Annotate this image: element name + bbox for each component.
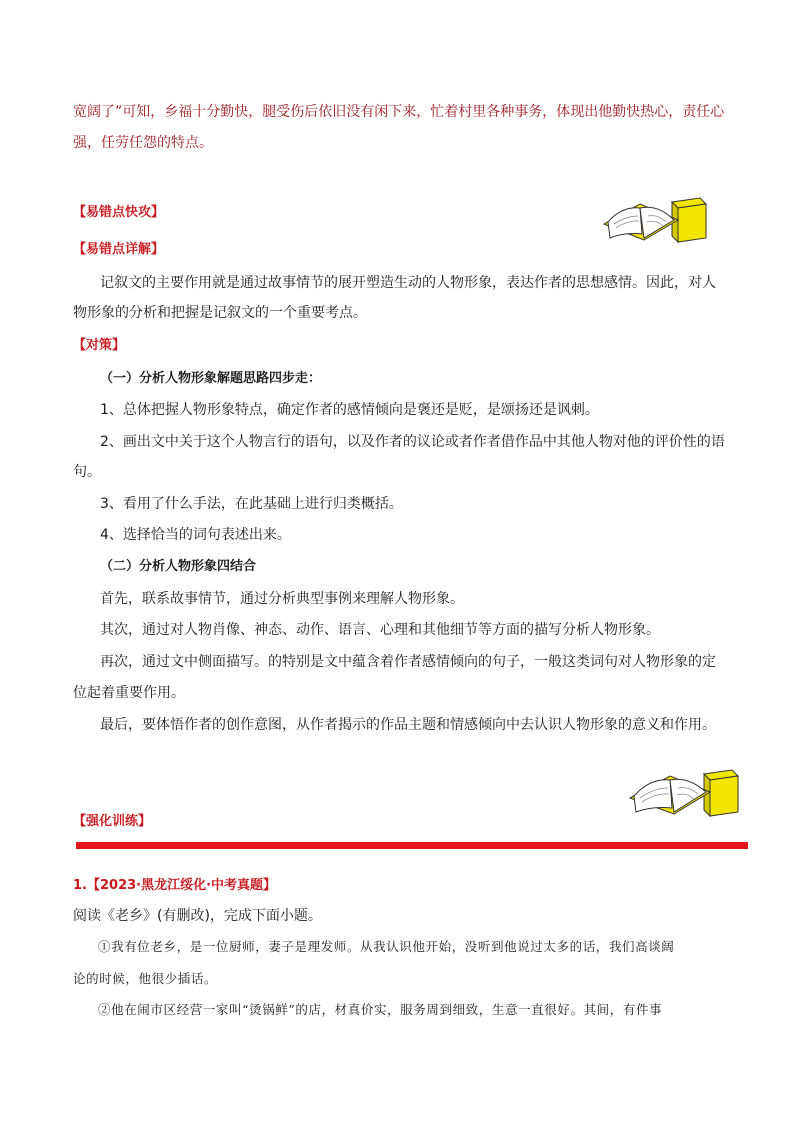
book-icon <box>626 768 744 820</box>
combine-line-1: 首先，联系故事情节，通过分析典型事例来理解人物形象。 <box>100 591 464 607</box>
combine-line-3b: 位起着重要作用。 <box>73 685 185 701</box>
passage-line-2: 论的时候，他很少插话。 <box>73 971 218 986</box>
strategy-heading-1: （一）分析人物形象解题思路四步走： <box>100 371 322 386</box>
passage-line-3: ②他在闹市区经营一家叫“烫锅鲜”的店，材真价实，服务周到细致，生意一直很好。其间，有件事 <box>98 1002 663 1017</box>
combine-line-4: 最后，要体悟作者的创作意图，从作者揭示的作品主题和情感倾向中去认识人物形象的意义和作用。 <box>100 717 716 733</box>
detail-para-line-2: 物形象的分析和把握是记叙文的一个重要考点。 <box>73 305 367 321</box>
strategy-step-2b: 句。 <box>73 464 101 480</box>
question-prompt: 阅读《老乡》(有删改)，完成下面小题。 <box>73 908 322 924</box>
combine-line-3a: 再次，通过文中侧面描写。的特别是文中蕴含着作者感情倾向的句子，一般这类词句对人物形象的定 <box>100 654 716 670</box>
combine-line-2: 其次，通过对人物肖像、神态、动作、语言、心理和其他细节等方面的描写分析人物形象。 <box>100 622 660 638</box>
strategy-step-4: 4、选择恰当的词句表述出来。 <box>100 527 291 543</box>
strategy-step-2a: 2、画出文中关于这个人物言行的语句，以及作者的议论或者作者借作品中其他人物对他的评价性的语 <box>100 434 725 450</box>
section-label-detail: 【易错点详解】 <box>73 242 165 257</box>
strategy-step-3: 3、看用了什么手法，在此基础上进行归类概括。 <box>100 496 403 512</box>
detail-para-line-1: 记叙文的主要作用就是通过故事情节的展开塑造生动的人物形象，表达作者的思想感情。因此，对人 <box>100 275 716 291</box>
question-header <box>73 875 276 896</box>
section-label-strategy: 【对策】 <box>73 338 126 353</box>
section-label-quick: 【易错点快攻】 <box>73 205 165 220</box>
question-number: 1. <box>73 878 87 893</box>
section-divider <box>76 842 748 849</box>
section-label-training: 【强化训练】 <box>73 814 152 829</box>
strategy-heading-2: （二）分析人物形象四结合 <box>100 559 257 574</box>
book-icon <box>600 194 710 246</box>
passage-line-1: ①我有位老乡，是一位厨师，妻子是理发师。从我认识他开始，没听到他说过太多的话，我们高谈阔 <box>98 939 675 954</box>
strategy-step-1: 1、总体把握人物形象特点，确定作者的感情倾向是褒还是贬，是颂扬还是讽刺。 <box>100 402 599 418</box>
intro-line-2: 强，任劳任怨的特点。 <box>73 135 213 151</box>
question-source: 【2023·黑龙江绥化·中考真题】 <box>86 878 277 893</box>
intro-line-1: 宽阔了”可知，乡福十分勤快，腿受伤后依旧没有闲下来，忙着村里各种事务，体现出他勤快热心，责任心 <box>73 104 725 120</box>
